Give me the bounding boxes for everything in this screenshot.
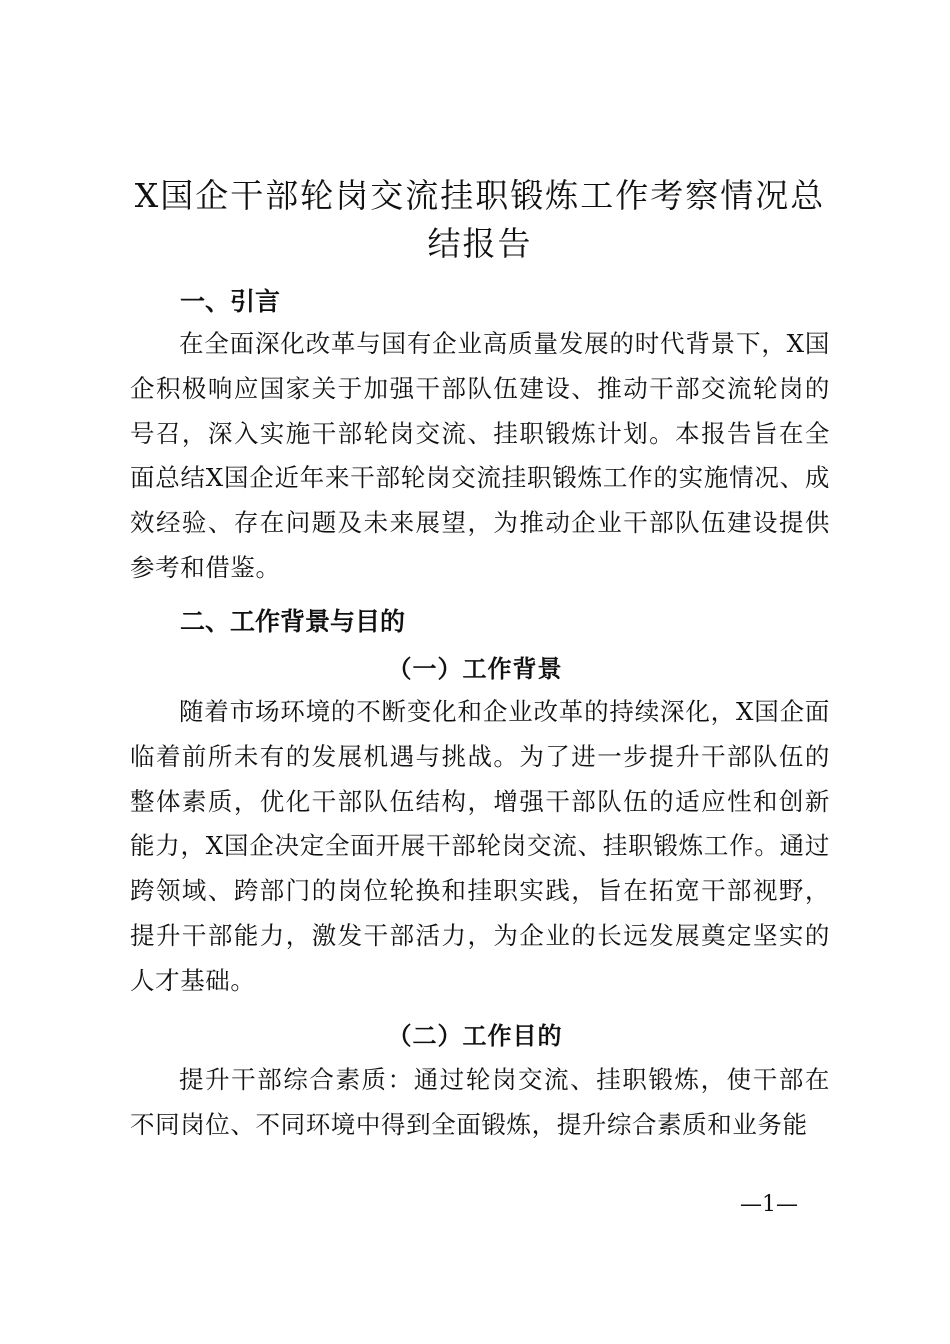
page-number: —1— [740, 1192, 798, 1217]
background-paragraph: 随着市场环境的不断变化和企业改革的持续深化，X国企面临着前所未有的发展机遇与挑战。为了进一步提升干部队伍的整体素质，优化干部队伍结构，增强干部队伍的适应性和创新能力，X国企决定全面开展干部轮岗交流、挂职锻炼工作。通过跨领域、跨部门的岗位轮换和挂职实践，旨在拓宽干部视野，提升干部能力，激发干部活力，为企业的长远发展奠定坚实的人才基础。 [130, 697, 830, 995]
section-heading-background-purpose: 二、工作背景与目的 [180, 607, 406, 636]
subsection-heading-purpose: （二）工作目的 [387, 1021, 563, 1050]
introduction-paragraph: 在全面深化改革与国有企业高质量发展的时代背景下，X国企积极响应国家关于加强干部队伍建设、推动干部交流轮岗的号召，深入实施干部轮岗交流、挂职锻炼计划。本报告旨在全面总结X国企近年来干部轮岗交流挂职锻炼工作的实施情况、成效经验、存在问题及未来展望，为推动企业干部队伍建设提供参考和借鉴。 [130, 329, 830, 582]
document-title: X国企干部轮岗交流挂职锻炼工作考察情况总结报告 [134, 176, 826, 263]
subsection-heading-background: （一）工作背景 [387, 654, 563, 683]
section-heading-introduction: 一、引言 [180, 287, 281, 316]
purpose-paragraph: 提升干部综合素质：通过轮岗交流、挂职锻炼，使干部在不同岗位、不同环境中得到全面锻炼，提升综合素质和业务能 [130, 1065, 830, 1139]
